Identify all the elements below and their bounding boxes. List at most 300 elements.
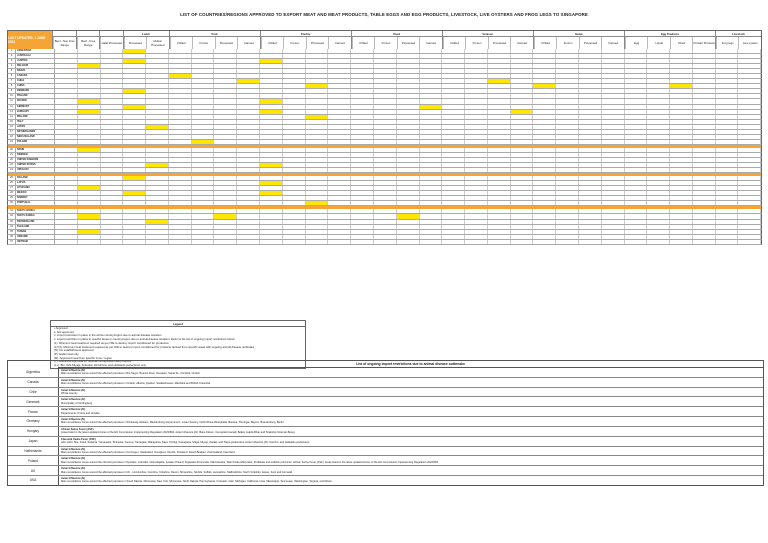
restriction-text <box>59 417 763 426</box>
status-cell <box>465 74 488 78</box>
status-cell <box>647 115 670 119</box>
status-cell <box>374 94 397 98</box>
status-cell <box>351 54 374 58</box>
status-cell <box>237 230 260 234</box>
status-cell <box>351 186 374 190</box>
status-cell <box>693 69 716 73</box>
status-cell <box>716 89 739 93</box>
status-cell <box>511 163 534 167</box>
status-cell <box>397 181 420 185</box>
restriction-areas: Departments of Gers and Vendée <box>61 411 100 415</box>
status-cell <box>328 163 351 167</box>
status-cell <box>260 196 283 200</box>
status-cell <box>283 168 306 172</box>
status-cell <box>556 115 579 119</box>
status-cell <box>602 110 625 114</box>
status-cell <box>169 74 192 78</box>
status-cell <box>351 74 374 78</box>
status-cell <box>488 84 511 88</box>
status-cell <box>351 120 374 124</box>
status-cell <box>397 225 420 229</box>
status-cell <box>670 120 693 124</box>
status-cell <box>78 191 101 195</box>
restriction-country: USA <box>8 476 59 485</box>
status-cell <box>169 225 192 229</box>
status-cell <box>169 186 192 190</box>
status-cell <box>579 163 602 167</box>
status-cell <box>55 186 78 190</box>
status-cell <box>579 89 602 93</box>
country-name: NORWAY <box>16 196 55 200</box>
restriction-country: UK <box>8 466 59 475</box>
status-cell <box>123 69 146 73</box>
status-cell <box>625 125 648 129</box>
status-cell <box>397 84 420 88</box>
status-cell <box>101 105 124 109</box>
country-name: ITALY <box>16 120 55 124</box>
header-sub-label: Canned <box>237 37 260 49</box>
status-cell <box>351 115 374 119</box>
status-cell <box>397 148 420 152</box>
status-cell <box>306 135 329 139</box>
status-cell <box>693 59 716 63</box>
status-cell <box>670 209 693 213</box>
status-cell <box>602 235 625 239</box>
status-cell <box>169 115 192 119</box>
header-group-label: Game <box>534 31 624 37</box>
country-name: SWEDEN <box>16 153 55 157</box>
status-cell <box>351 148 374 152</box>
status-cell <box>738 209 761 213</box>
status-cell <box>374 125 397 129</box>
status-cell <box>670 235 693 239</box>
status-cell <box>146 168 169 172</box>
status-cell <box>647 158 670 162</box>
status-cell <box>533 235 556 239</box>
status-cell <box>625 214 648 218</box>
status-cell <box>488 240 511 244</box>
restriction-text <box>59 368 763 377</box>
status-cell <box>670 135 693 139</box>
status-cell <box>420 84 443 88</box>
status-cell <box>237 120 260 124</box>
status-cell <box>169 54 192 58</box>
status-cell <box>579 59 602 63</box>
status-cell <box>693 191 716 195</box>
status-cell <box>602 89 625 93</box>
status-cell <box>237 79 260 83</box>
status-cell <box>351 49 374 53</box>
row-number: 13 <box>8 110 16 114</box>
status-cell <box>602 69 625 73</box>
status-cell <box>101 230 124 234</box>
restriction-disease: Avian Influenza (AI) <box>61 369 85 372</box>
status-cell <box>647 220 670 224</box>
status-cell <box>192 168 215 172</box>
status-cell <box>647 94 670 98</box>
country-name: GERMANY <box>16 105 55 109</box>
status-cell <box>397 220 420 224</box>
status-cell <box>465 176 488 180</box>
status-cell <box>328 74 351 78</box>
status-cell <box>146 230 169 234</box>
status-cell <box>579 168 602 172</box>
status-cell <box>214 163 237 167</box>
status-cell <box>442 74 465 78</box>
status-cell <box>420 230 443 234</box>
status-cell <box>647 181 670 185</box>
country-name: CANADA <box>16 74 55 78</box>
status-cell <box>101 196 124 200</box>
status-cell <box>533 54 556 58</box>
header-sub-label: Live oysters <box>738 37 761 49</box>
status-cell <box>214 158 237 162</box>
status-cell <box>579 230 602 234</box>
status-cell <box>192 84 215 88</box>
restriction-text <box>59 388 763 397</box>
status-cell <box>625 196 648 200</box>
status-cell <box>283 163 306 167</box>
status-cell <box>78 64 101 68</box>
status-cell <box>420 240 443 244</box>
status-cell <box>556 186 579 190</box>
status-cell <box>123 186 146 190</box>
restriction-row <box>8 378 763 388</box>
status-cell <box>146 196 169 200</box>
status-cell <box>169 69 192 73</box>
status-cell <box>647 235 670 239</box>
status-cell <box>237 163 260 167</box>
status-cell <box>192 153 215 157</box>
status-cell <box>397 191 420 195</box>
restriction-row <box>8 447 763 457</box>
status-cell <box>625 140 648 144</box>
status-cell <box>78 168 101 172</box>
legend-item: (Y): Additional Approval for residual fat deposits/meat products <box>54 359 132 364</box>
restriction-areas: Main surveillance zones around the affected premises in South Dakota, Minnesota, New York, Minnesota, North Dakota, Pennsylvania, Colorado, Utah, Michigan, California, Iowa, Mississippi, Tennessee, Washington, Virginia, and Illinois <box>61 480 332 484</box>
header-sub-label: Processed <box>215 37 238 49</box>
status-cell <box>488 148 511 152</box>
status-cell <box>465 186 488 190</box>
status-cell <box>556 130 579 134</box>
status-cell <box>442 110 465 114</box>
status-cell <box>169 220 192 224</box>
status-cell <box>78 130 101 134</box>
status-cell <box>488 79 511 83</box>
status-cell <box>693 130 716 134</box>
status-cell <box>488 163 511 167</box>
status-cell <box>465 115 488 119</box>
status-cell <box>78 59 101 63</box>
status-cell <box>283 59 306 63</box>
status-cell <box>328 230 351 234</box>
status-cell <box>374 115 397 119</box>
status-cell <box>511 148 534 152</box>
status-cell <box>533 148 556 152</box>
status-cell <box>442 176 465 180</box>
status-cell <box>556 69 579 73</box>
status-cell <box>716 140 739 144</box>
status-cell <box>693 163 716 167</box>
status-cell <box>625 64 648 68</box>
status-cell <box>374 140 397 144</box>
status-cell <box>283 158 306 162</box>
legend-title: Legend <box>51 321 305 327</box>
status-cell <box>442 181 465 185</box>
status-cell <box>260 153 283 157</box>
status-cell <box>397 69 420 73</box>
country-name: JAPAN <box>16 125 55 129</box>
status-cell <box>214 214 237 218</box>
status-cell <box>533 79 556 83</box>
status-cell <box>214 54 237 58</box>
status-cell <box>579 115 602 119</box>
status-cell <box>488 89 511 93</box>
row-number: 29 <box>8 196 16 200</box>
status-cell <box>192 94 215 98</box>
row-number: 19 <box>8 140 16 144</box>
status-cell <box>442 201 465 205</box>
status-cell <box>420 220 443 224</box>
status-cell <box>465 225 488 229</box>
status-cell <box>306 89 329 93</box>
status-cell <box>78 186 101 190</box>
status-cell <box>146 79 169 83</box>
status-cell <box>693 94 716 98</box>
status-cell <box>351 176 374 180</box>
status-cell <box>306 140 329 144</box>
status-cell <box>55 176 78 180</box>
status-cell <box>738 130 761 134</box>
status-cell <box>101 225 124 229</box>
status-cell <box>260 163 283 167</box>
status-cell <box>169 84 192 88</box>
status-cell <box>579 99 602 103</box>
restriction-row <box>8 466 763 476</box>
status-cell <box>420 94 443 98</box>
header-sub-label: Canned <box>328 37 351 49</box>
status-cell <box>488 196 511 200</box>
status-cell <box>169 153 192 157</box>
row-number: 35 <box>8 230 16 234</box>
status-cell <box>533 240 556 244</box>
status-cell <box>716 176 739 180</box>
restriction-country: Canada <box>8 378 59 387</box>
country-name: MEXICO <box>16 191 55 195</box>
status-cell <box>169 59 192 63</box>
status-cell <box>442 196 465 200</box>
status-cell <box>420 59 443 63</box>
status-cell <box>374 181 397 185</box>
status-cell <box>146 54 169 58</box>
status-cell <box>123 214 146 218</box>
restriction-country: Netherlands <box>8 447 59 456</box>
status-cell <box>260 158 283 162</box>
status-cell <box>420 186 443 190</box>
status-cell <box>78 135 101 139</box>
status-cell <box>465 196 488 200</box>
row-number: 24 <box>8 168 16 172</box>
restriction-areas: Main surveillance zones around the affected premises in Rio Negro, Buenos Aires, Neuquén, Santa Fe, Córdoba, Chubut <box>61 372 200 376</box>
status-cell <box>214 240 237 244</box>
status-cell <box>237 225 260 229</box>
header-sub-label: Egg <box>625 37 648 49</box>
status-cell <box>374 158 397 162</box>
status-cell <box>647 186 670 190</box>
row-number: 27 <box>8 186 16 190</box>
status-cell <box>214 59 237 63</box>
status-cell <box>146 69 169 73</box>
status-cell <box>738 214 761 218</box>
status-cell <box>374 148 397 152</box>
status-cell <box>123 74 146 78</box>
status-cell <box>328 49 351 53</box>
restriction-row <box>8 437 763 447</box>
status-cell <box>556 168 579 172</box>
status-cell <box>511 196 534 200</box>
row-number: 6 <box>8 74 16 78</box>
status-cell <box>169 235 192 239</box>
status-cell <box>260 148 283 152</box>
status-cell <box>374 209 397 213</box>
status-cell <box>647 130 670 134</box>
status-cell <box>602 214 625 218</box>
row-number: 34 <box>8 225 16 229</box>
legend-item: (1)*(2): Minimum heat treatment required as per OIE to destroy import conditioned for products derived from specific areas with ongoing animal disease outbreaks <box>54 344 255 349</box>
status-cell <box>146 84 169 88</box>
status-cell <box>328 69 351 73</box>
status-cell <box>442 214 465 218</box>
status-cell <box>738 235 761 239</box>
status-cell <box>214 84 237 88</box>
status-cell <box>442 120 465 124</box>
status-cell <box>146 235 169 239</box>
status-cell <box>533 135 556 139</box>
status-cell <box>374 191 397 195</box>
status-cell <box>716 84 739 88</box>
status-cell <box>670 191 693 195</box>
status-cell <box>169 196 192 200</box>
status-cell <box>670 158 693 162</box>
header-sub-label: Processed <box>579 37 602 49</box>
status-cell <box>214 130 237 134</box>
status-cell <box>55 230 78 234</box>
status-cell <box>78 201 101 205</box>
status-cell <box>78 125 101 129</box>
status-cell <box>693 84 716 88</box>
status-cell <box>625 186 648 190</box>
status-cell <box>260 186 283 190</box>
status-cell <box>214 110 237 114</box>
status-cell <box>78 176 101 180</box>
status-cell <box>738 115 761 119</box>
status-cell <box>556 153 579 157</box>
status-cell <box>260 120 283 124</box>
status-cell <box>101 214 124 218</box>
status-cell <box>647 140 670 144</box>
status-cell <box>169 120 192 124</box>
status-cell <box>55 105 78 109</box>
status-cell <box>693 140 716 144</box>
status-cell <box>123 209 146 213</box>
row-number: 9 <box>8 89 16 93</box>
status-cell <box>625 115 648 119</box>
status-cell <box>169 176 192 180</box>
status-cell <box>260 84 283 88</box>
status-cell <box>511 225 534 229</box>
status-cell <box>374 135 397 139</box>
status-cell <box>78 94 101 98</box>
status-cell <box>442 84 465 88</box>
row-number: 18 <box>8 135 16 139</box>
status-cell <box>693 220 716 224</box>
status-cell <box>123 230 146 234</box>
status-cell <box>465 163 488 167</box>
status-cell <box>55 140 78 144</box>
row-number: 22 <box>8 158 16 162</box>
status-cell <box>533 168 556 172</box>
status-cell <box>670 225 693 229</box>
status-cell <box>420 89 443 93</box>
status-cell <box>511 59 534 63</box>
status-cell <box>442 79 465 83</box>
status-cell <box>602 115 625 119</box>
status-cell <box>260 176 283 180</box>
status-cell <box>214 89 237 93</box>
restriction-disease: Avian Influenza (AI) <box>61 418 85 422</box>
restriction-text <box>59 456 763 465</box>
country-name: DENMARK <box>16 89 55 93</box>
status-cell <box>237 99 260 103</box>
status-cell <box>670 168 693 172</box>
status-cell <box>192 110 215 114</box>
status-cell <box>442 54 465 58</box>
status-cell <box>442 115 465 119</box>
status-cell <box>738 230 761 234</box>
status-cell <box>214 115 237 119</box>
status-cell <box>511 130 534 134</box>
status-cell <box>738 49 761 53</box>
status-cell <box>625 176 648 180</box>
status-cell <box>465 230 488 234</box>
status-cell <box>511 158 534 162</box>
status-cell <box>192 225 215 229</box>
status-cell <box>465 209 488 213</box>
status-cell <box>511 181 534 185</box>
status-cell <box>374 225 397 229</box>
country-name: PORTUGAL <box>16 201 55 205</box>
status-cell <box>602 79 625 83</box>
status-cell <box>78 230 101 234</box>
status-cell <box>260 110 283 114</box>
status-cell <box>55 209 78 213</box>
status-cell <box>146 59 169 63</box>
status-cell <box>306 163 329 167</box>
restriction-disease: Avian Influenza (AI) <box>61 388 85 392</box>
status-cell <box>214 176 237 180</box>
status-cell <box>625 240 648 244</box>
status-cell <box>192 148 215 152</box>
status-cell <box>351 220 374 224</box>
status-cell <box>146 181 169 185</box>
country-name: NETHERLANDS <box>16 130 55 134</box>
status-cell <box>146 125 169 129</box>
status-cell <box>351 89 374 93</box>
status-cell <box>579 64 602 68</box>
row-number: 1 <box>8 49 16 53</box>
approval-table <box>7 30 762 245</box>
status-cell <box>465 84 488 88</box>
